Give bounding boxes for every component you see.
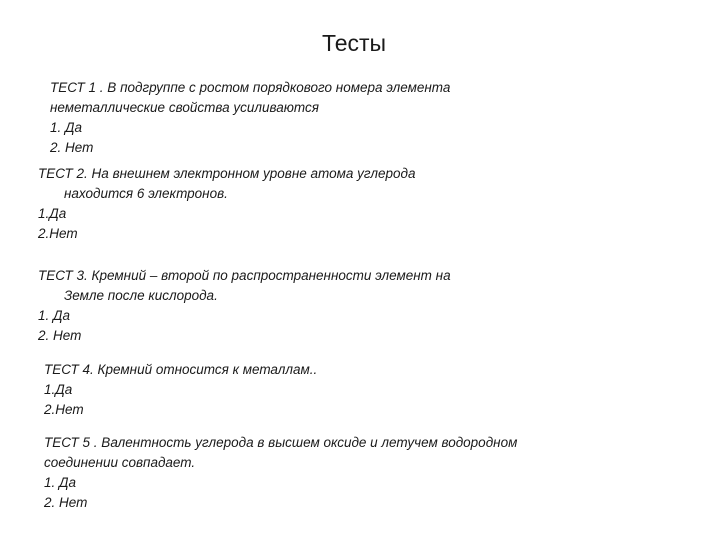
test-3-option-no: 2. Нет xyxy=(38,328,82,343)
test-4-question-line-1: ТЕСТ 4. Кремний относится к металлам.. xyxy=(44,362,318,377)
test-5-option-yes: 1. Да xyxy=(44,475,77,490)
test-5-option-no: 2. Нет xyxy=(44,495,88,510)
page-title: Тесты xyxy=(321,30,387,56)
test-1-option-no: 2. Нет xyxy=(50,140,94,155)
test-2-option-no: 2.Нет xyxy=(38,226,78,241)
test-2-question-line-2: находится 6 электронов. xyxy=(64,186,228,201)
test-4-option-yes: 1.Да xyxy=(44,382,73,397)
test-1-option-yes: 1. Да xyxy=(50,120,83,135)
test-3 xyxy=(38,266,451,346)
test-3-question-line-1: ТЕСТ 3. Кремний – второй по распространенности элемент на xyxy=(38,268,451,283)
test-3-question-line-2: Земле после кислорода. xyxy=(64,288,218,303)
test-1-question-line-2: неметаллические свойства усиливаются xyxy=(50,100,319,115)
test-5 xyxy=(44,433,517,513)
test-1-question-line-1: ТЕСТ 1 . В подгруппе с ростом порядкового номера элемента xyxy=(50,80,451,95)
test-4 xyxy=(44,360,317,420)
test-2 xyxy=(38,164,416,244)
test-5-question-line-2: соединении совпадает. xyxy=(44,455,196,470)
test-4-option-no: 2.Нет xyxy=(44,402,84,417)
test-5-question-line-1: ТЕСТ 5 . Валентность углерода в высшем оксиде и летучем водородном xyxy=(44,435,518,450)
test-2-question-line-1: ТЕСТ 2. На внешнем электронном уровне атома углерода xyxy=(38,166,416,181)
test-2-option-yes: 1.Да xyxy=(38,206,67,221)
test-3-option-yes: 1. Да xyxy=(38,308,71,323)
test-1 xyxy=(50,78,450,158)
